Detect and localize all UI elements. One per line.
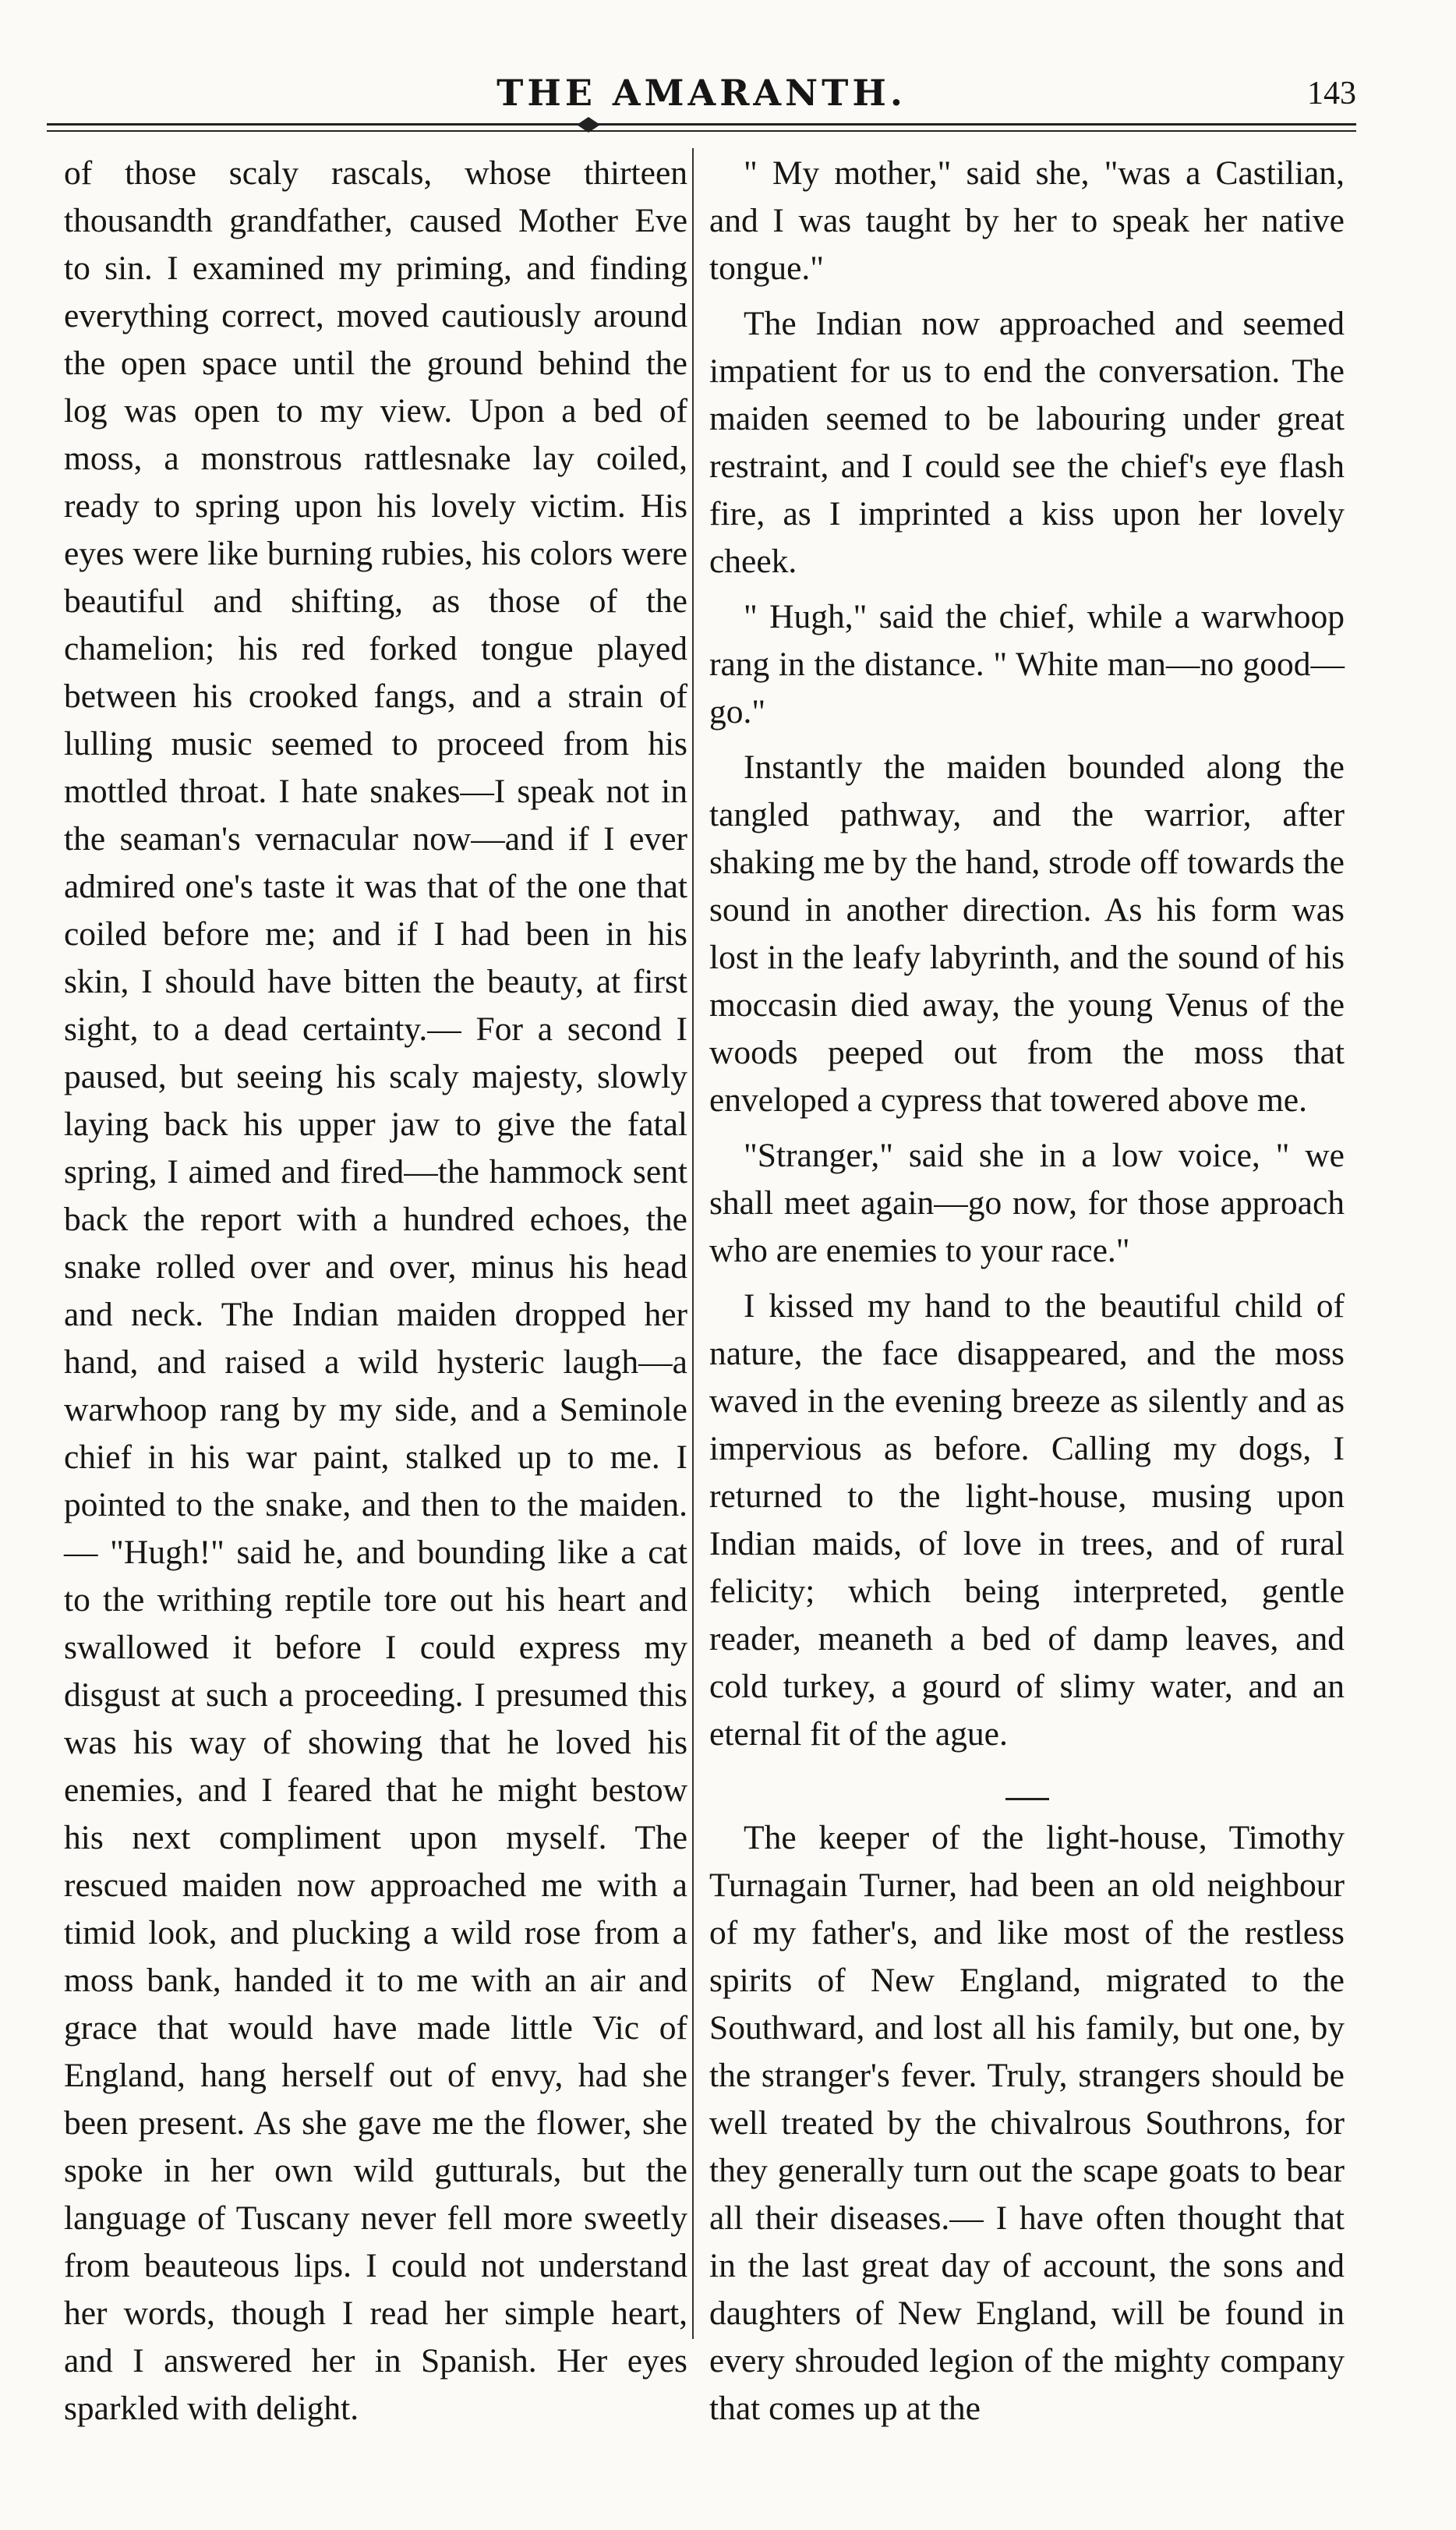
journal-title: THE AMARANTH. (497, 72, 906, 114)
section-break (709, 1766, 1345, 1803)
right-paragraph: I kissed my hand to the beautiful child of nature, the face disappeared, and the moss waved in the evening breeze as silently and as impervious as before. Calling my dogs, I returned to the light-house, musing upon Indian maids, of love in trees, and of rural felicity; which being interpreted, gentle reader, meaneth a bed of damp leaves, and cold turkey, a gourd of slimy water, and an eternal fit of the ague. (709, 1287, 1345, 1753)
header-rule-top (47, 123, 1356, 126)
right-column (709, 150, 1345, 2440)
left-column (64, 150, 687, 2440)
header-rule-bottom (47, 130, 1356, 132)
right-paragraph: Instantly the maiden bounded along the tangled pathway, and the warrior, after shaking me by the hand, strode off towards the sound in another direction. As his form was lost in the leafy labyrinth, and the sound of his moccasin died away, the young Venus of the woods peeped out from the moss that enveloped a cypress that towered above me. (709, 748, 1345, 1119)
right-paragraph: The Indian now approached and seemed impatient for us to end the conversation. The maiden seemed to be labouring under great restraint, and I could see the chief's eye flash fire, as I imprinted a kiss upon her lovely cheek. (709, 305, 1345, 580)
right-paragraph: The keeper of the light-house, Timothy Turnagain Turner, had been an old neighbour of my father's, and like most of the restless spirits of New England, migrated to the Southward, and lost all his family, but one, by the stranger's fever. Truly, strangers should be well treated by the chivalrous Southrons, for they generally turn out the scape goats to bear all their diseases.— I have often thought that in the last great day of account, the sons and daughters of New England, will be found in every shrouded legion of the mighty company that comes up at the (709, 1819, 1345, 2427)
right-paragraph: "Stranger," said she in a low voice, " we shall meet again—go now, for those approach who are enemies to your race." (709, 1137, 1345, 1269)
running-header (47, 72, 1356, 126)
right-paragraph: " Hugh," said the chief, while a warwhoop rang in the distance. " White man—no good—go." (709, 598, 1345, 731)
page-number: 143 (1307, 76, 1356, 111)
left-paragraph: of those scaly rascals, whose thirteen thousandth grandfather, caused Mother Eve to sin. I examined my priming, and finding everything correct, moved cautiously around the open space until the ground behind the log was open to my view. Upon a bed of moss, a monstrous rattlesnake lay coiled, ready to spring upon his lovely victim. His eyes were like burning rubies, his colors were beautiful and shifting, as those of the chamelion; his red forked tongue played between his crooked fangs, and a strain of lulling music seemed to proceed from his mottled throat. I hate snakes—I speak not in the seaman's vernacular now—and if I ever admired one's taste it was that of the one that coiled before me; and if I had been in his skin, I should have bitten the beauty, at first sight, to a dead certainty.— For a second I paused, but seeing his scaly majesty, slowly laying back his upper jaw to give the fatal spring, I aimed and fired—the hammock sent back the report with a hundred echoes, the snake rolled over and over, minus his head and neck. The Indian maiden dropped her hand, and raised a wild hysteric laugh—a warwhoop rang by my side, and a Seminole chief in his war paint, stalked up to me. I pointed to the snake, and then to the maiden.— "Hugh!" said he, and bounding like a cat to the writhing reptile tore out his heart and swallowed it before I could express my disgust at such a proceeding. I presumed this was his way of showing that he loved his enemies, and I feared that he might bestow his next compliment upon myself. The rescued maiden now approached me with a timid look, and plucking a wild rose from a moss bank, handed it to me with an air and grace that would have made little Vic of England, hang herself out of envy, had she been present. As she gave me the flower, she spoke in her own wild gutturals, but the language of Tuscany never fell more sweetly from beauteous lips. I could not understand her words, though I read her simple heart, and I answered her in Spanish. Her eyes sparkled with delight. (64, 154, 687, 2427)
column-divider (692, 148, 694, 2339)
right-paragraph: " My mother," said she, "was a Castilian, and I was taught by her to speak her native tongue." (709, 154, 1345, 287)
